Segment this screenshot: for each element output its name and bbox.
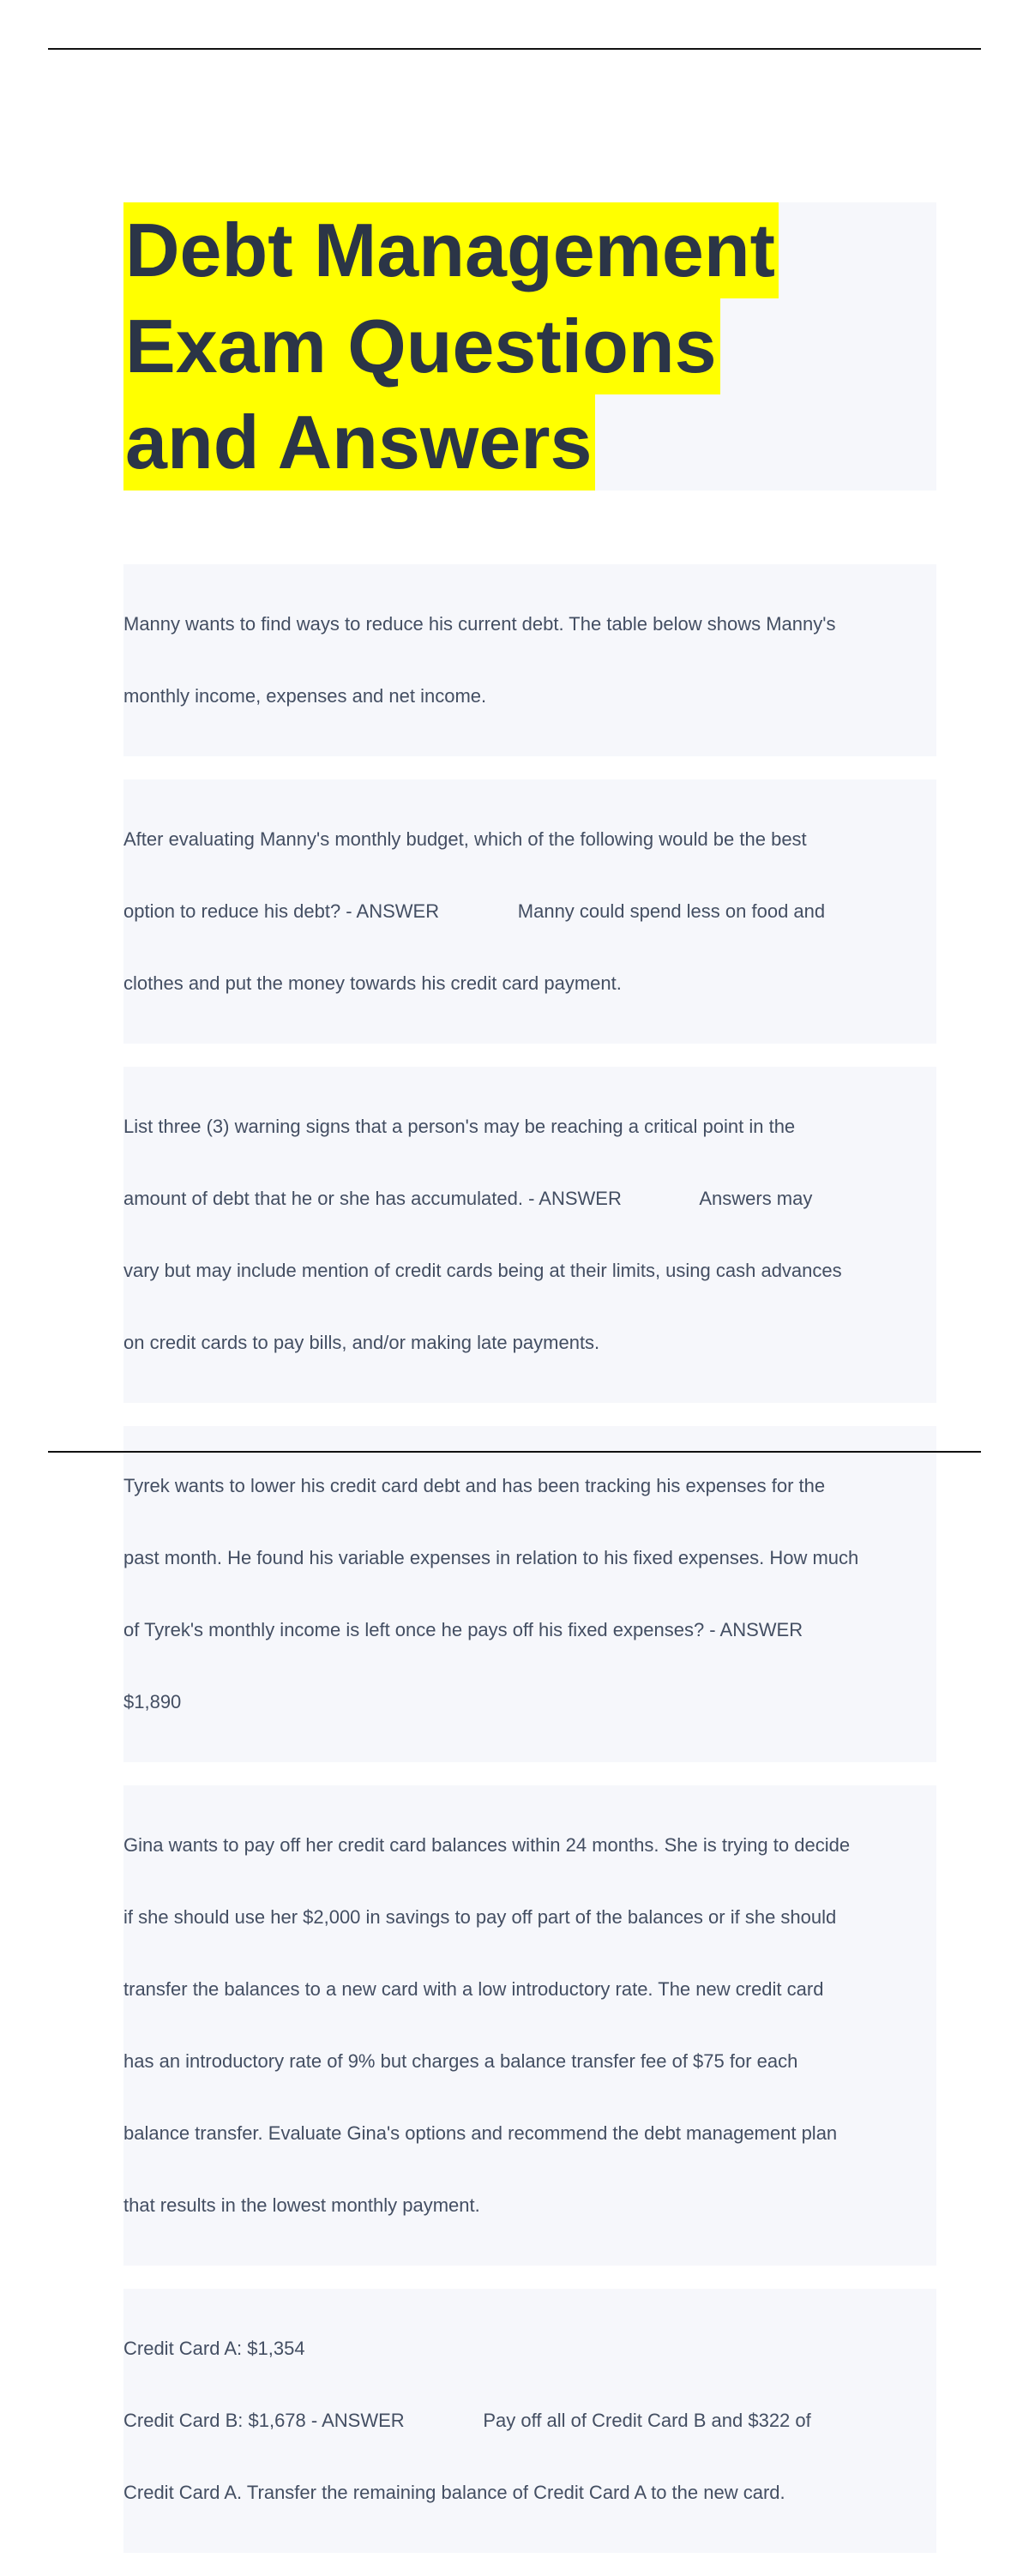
- text-line: Credit Card A: $1,354: [123, 2338, 305, 2359]
- question-paragraph-2: [123, 1067, 936, 1403]
- document-title-line-1: Debt Management: [123, 202, 779, 298]
- text-line: that results in the lowest monthly payment.: [123, 2194, 480, 2216]
- question-paragraph-1: [123, 779, 936, 1044]
- text-line: amount of debt that he or she has accumulated. - ANSWER Answers may: [123, 1188, 813, 1209]
- text-line: option to reduce his debt? - ANSWER Manny could spend less on food and: [123, 900, 826, 922]
- question-paragraph-4: [123, 1785, 936, 2266]
- text-line: if she should use her $2,000 in savings to pay off part of the balances or if she should: [123, 1906, 837, 1928]
- text-line: monthly income, expenses and net income.: [123, 685, 487, 707]
- text-line: past month. He found his variable expenses in relation to his fixed expenses. How much: [123, 1547, 859, 1568]
- document-title-line-3: and Answers: [123, 394, 595, 491]
- document-body: [123, 564, 936, 2576]
- text-line: Manny wants to find ways to reduce his current debt. The table below shows Manny's: [123, 613, 836, 635]
- header-rule: [48, 48, 981, 50]
- text-line: $1,890: [123, 1691, 182, 1712]
- text-line: vary but may include mention of credit cards being at their limits, using cash advances: [123, 1260, 842, 1281]
- text-line: After evaluating Manny's monthly budget, which of the following would be the best: [123, 828, 807, 850]
- text-line: balance transfer. Evaluate Gina's options and recommend the debt management plan: [123, 2122, 838, 2144]
- text-line: Credit Card B: $1,678 - ANSWER Pay off all of Credit Card B and $322 of: [123, 2410, 811, 2431]
- text-line: Gina wants to pay off her credit card balances within 24 months. She is trying to decide: [123, 1834, 851, 1856]
- intro-paragraph: [123, 564, 936, 756]
- text-line: List three (3) warning signs that a person's may be reaching a critical point in the: [123, 1116, 796, 1137]
- text-line: transfer the balances to a new card with a low introductory rate. The new credit card: [123, 1978, 824, 2000]
- question-paragraph-3: [123, 1426, 936, 1762]
- text-line: has an introductory rate of 9% but charges a balance transfer fee of $75 for each: [123, 2050, 798, 2072]
- text-line: Tyrek wants to lower his credit card debt and has been tracking his expenses for the: [123, 1475, 826, 1496]
- text-line: of Tyrek's monthly income is left once he pays off his fixed expenses? - ANSWER: [123, 1619, 803, 1640]
- title-block: [123, 202, 936, 491]
- document-title-line-2: Exam Questions: [123, 298, 720, 394]
- text-line: Credit Card A. Transfer the remaining balance of Credit Card A to the new card.: [123, 2482, 785, 2503]
- footer-rule: [48, 1451, 981, 1453]
- text-line: on credit cards to pay bills, and/or making late payments.: [123, 1332, 600, 1353]
- question-paragraph-5: [123, 2289, 936, 2553]
- text-line: clothes and put the money towards his credit card payment.: [123, 972, 622, 994]
